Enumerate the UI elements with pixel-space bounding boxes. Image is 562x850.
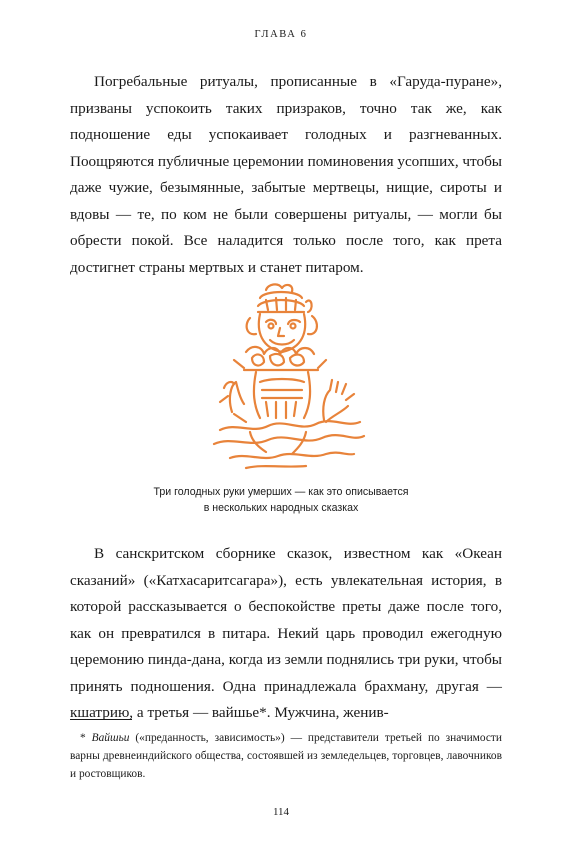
footnote-term: Вайшьи bbox=[91, 732, 130, 744]
three-hands-illustration bbox=[206, 282, 366, 470]
caption-line-2: в нескольких народных сказках bbox=[203, 502, 359, 514]
footnote-marker: * bbox=[80, 732, 92, 744]
chapter-header: ГЛАВА 6 bbox=[254, 29, 308, 40]
footnote-divider bbox=[70, 719, 132, 720]
three-hands-rising-from-water-drawing-icon bbox=[206, 282, 366, 470]
illustration-caption bbox=[0, 484, 562, 516]
caption-line-1: Три голодных руки умерших — как это описывается bbox=[153, 486, 409, 498]
body-paragraph-2: В санскритском сборнике сказок, известном как «Океан сказаний» («Катхасаритсагара»), есть увлекательная история, в которой рассказывается о беспокойстве преты даже после того, как он превратился в питара. Некий царь проводил ежегодную церемонию пинда-дана, когда из земли поднялись три руки, чтобы принять подношения. Одна принадлежала брахману, другая — кшатрию, а третья — вайшье*. Мужчина, женив- bbox=[70, 545, 502, 721]
footnote bbox=[70, 729, 502, 783]
page-number: 114 bbox=[272, 806, 290, 818]
body-paragraph-1: Погребальные ритуалы, прописанные в «Гаруда-пуране», призваны успокоить таких призраков, точно так же, как подношение еды успокаивает голодных и разгневанных. Поощряются публичные церемонии поминовения усопших, чтобы даже чужие, безымянные, забытые мертвецы, нищие, сироты и вдовы — те, по ком не были совершены ритуалы, — могли бы обрести покой. Все наладится только после того, как прета достигнет страны мертвых и станет питаром. bbox=[70, 73, 503, 276]
footnote-text: («преданность, зависимость») — представители третьей по значимости варны древнеиндийского общества, состоявшей из земледельцев, торговцев, лавочников и ростовщиков. bbox=[70, 732, 502, 780]
